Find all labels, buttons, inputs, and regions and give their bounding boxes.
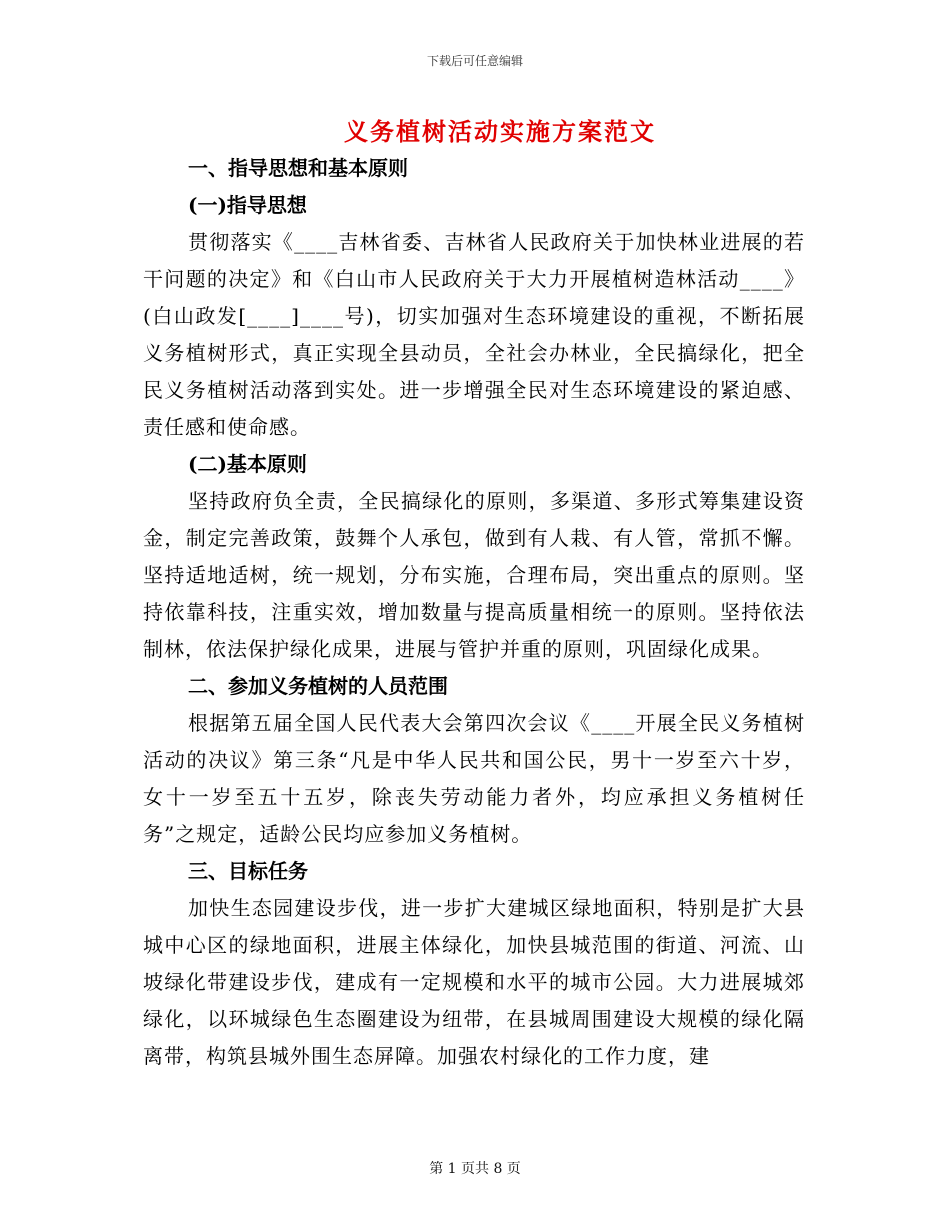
subsection-heading-basic-principles: (二)基本原则 bbox=[188, 452, 307, 476]
section-heading-3: 三、目标任务 bbox=[188, 859, 308, 883]
document-title: 义务植树活动实施方案范文 bbox=[344, 117, 656, 146]
document-body bbox=[143, 150, 805, 1075]
page-footer: 第 1 页共 8 页 bbox=[429, 1161, 521, 1177]
section-heading-2: 二、参加义务植树的人员范围 bbox=[188, 674, 448, 698]
subsection-heading-guiding-thought: (一)指导思想 bbox=[188, 193, 307, 217]
header-note: 下载后可任意编辑 bbox=[426, 54, 523, 68]
paragraph-targets: 加快生态园建设步伐，进一步扩大建城区绿地面积，特别是扩大县城中心区的绿地面积，进展主体绿化，加快县城范围的街道、河流、山坡绿化带建设步伐，建成有一定规模和水平的城市公园。大力进展城郊绿化，以环城绿色生态圈建设为纽带，在县城周围建设大规模的绿化隔离带，构筑县城外围生态屏障。加强农村绿化的工作力度，建 bbox=[143, 896, 805, 1068]
paragraph-guiding-thought: 贯彻落实《____吉林省委、吉林省人民政府关于加快林业进展的若干问题的决定》和《白山市人民政府关于大力开展植树造林活动____》(白山政发[____]____号)，切实加强对生态环境建设的重视，不断拓展义务植树形式，真正实现全县动员，全社会办林业，全民搞绿化，把全民义务植树活动落到实处。进一步增强全民对生态环境建设的紧迫感、责任感和使命感。 bbox=[143, 230, 805, 439]
section-heading-1: 一、指导思想和基本原则 bbox=[188, 156, 408, 180]
paragraph-participants: 根据第五届全国人民代表大会第四次会议《____开展全民义务植树活动的决议》第三条“凡是中华人民共和国公民，男十一岁至六十岁，女十一岁至五十五岁，除丧失劳动能力者外，均应承担义务植树任务”之规定，适龄公民均应参加义务植树。 bbox=[143, 711, 805, 846]
paragraph-basic-principles: 坚持政府负全责，全民搞绿化的原则，多渠道、多形式筹集建设资金，制定完善政策，鼓舞个人承包，做到有人栽、有人管，常抓不懈。坚持适地适树，统一规划，分布实施，合理布局，突出重点的原则。坚持依靠科技，注重实效，增加数量与提高质量相统一的原则。坚持依法制林，依法保护绿化成果，进展与管护并重的原则，巩固绿化成果。 bbox=[143, 489, 805, 661]
